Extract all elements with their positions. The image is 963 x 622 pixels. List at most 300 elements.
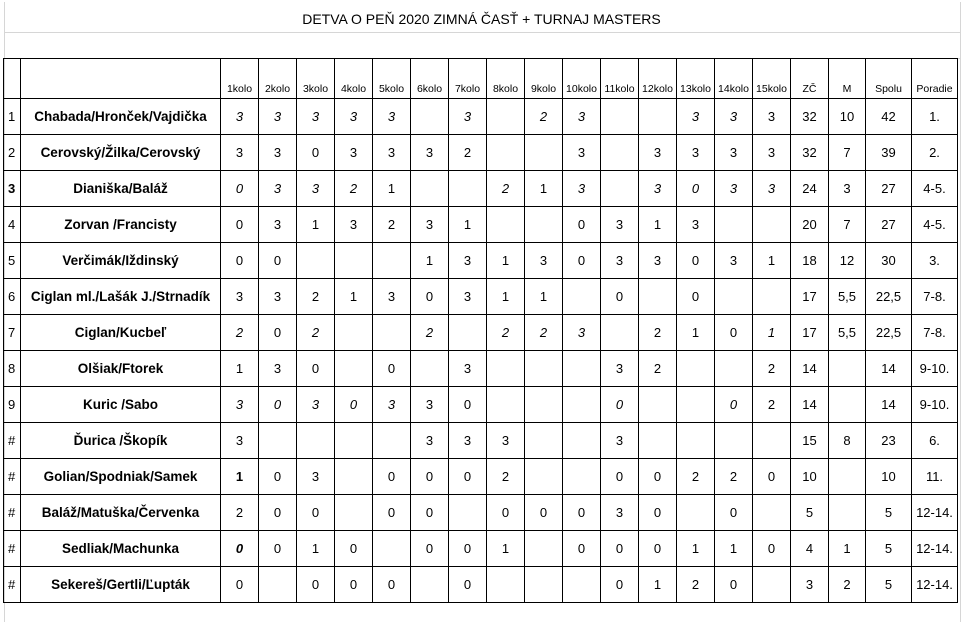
total-points-cell[interactable]: 30 [866, 243, 912, 279]
column-header[interactable]: M [829, 59, 866, 99]
round-score-cell[interactable]: 3 [221, 387, 259, 423]
round-score-cell[interactable]: 3 [411, 207, 449, 243]
round-score-cell[interactable]: 0 [221, 171, 259, 207]
zc-total-cell[interactable]: 5 [791, 495, 829, 531]
round-score-cell[interactable]: 1 [373, 171, 411, 207]
round-score-cell[interactable] [563, 351, 601, 387]
total-points-cell[interactable]: 42 [866, 99, 912, 135]
total-points-cell[interactable]: 27 [866, 207, 912, 243]
round-score-cell[interactable] [601, 171, 639, 207]
round-score-cell[interactable] [563, 423, 601, 459]
round-score-cell[interactable] [601, 99, 639, 135]
round-score-cell[interactable] [373, 531, 411, 567]
round-score-cell[interactable]: 3 [563, 135, 601, 171]
round-score-cell[interactable]: 2 [411, 315, 449, 351]
round-score-cell[interactable]: 0 [715, 567, 753, 603]
round-score-cell[interactable]: 3 [449, 279, 487, 315]
round-score-cell[interactable]: 0 [753, 531, 791, 567]
masters-points-cell[interactable]: 5,5 [829, 315, 866, 351]
round-score-cell[interactable] [297, 423, 335, 459]
round-score-cell[interactable]: 0 [525, 495, 563, 531]
round-score-cell[interactable]: 1 [677, 315, 715, 351]
round-score-cell[interactable]: 2 [715, 459, 753, 495]
round-score-cell[interactable]: 0 [677, 171, 715, 207]
round-score-cell[interactable] [335, 351, 373, 387]
round-score-cell[interactable]: 0 [715, 495, 753, 531]
round-score-cell[interactable] [677, 495, 715, 531]
round-score-cell[interactable] [525, 459, 563, 495]
round-score-cell[interactable]: 3 [373, 279, 411, 315]
team-name-cell[interactable]: Ďurica /Škopík [21, 423, 221, 459]
round-score-cell[interactable]: 0 [449, 387, 487, 423]
round-score-cell[interactable]: 1 [525, 279, 563, 315]
round-score-cell[interactable]: 3 [221, 135, 259, 171]
round-score-cell[interactable]: 3 [715, 243, 753, 279]
round-score-cell[interactable]: 0 [297, 351, 335, 387]
row-index-cell[interactable]: 1 [4, 99, 21, 135]
rank-cell[interactable]: 12-14. [912, 567, 958, 603]
total-points-cell[interactable]: 27 [866, 171, 912, 207]
round-score-cell[interactable] [753, 495, 791, 531]
column-header[interactable]: Spolu [866, 59, 912, 99]
round-score-cell[interactable]: 2 [297, 315, 335, 351]
round-score-cell[interactable]: 2 [753, 387, 791, 423]
round-score-cell[interactable]: 2 [525, 315, 563, 351]
round-score-cell[interactable] [715, 423, 753, 459]
round-score-cell[interactable]: 3 [373, 99, 411, 135]
rank-cell[interactable]: 7-8. [912, 279, 958, 315]
total-points-cell[interactable]: 14 [866, 351, 912, 387]
masters-points-cell[interactable]: 10 [829, 99, 866, 135]
rank-cell[interactable]: 11. [912, 459, 958, 495]
round-score-cell[interactable] [487, 567, 525, 603]
round-score-cell[interactable] [373, 423, 411, 459]
round-score-cell[interactable]: 3 [449, 99, 487, 135]
round-score-cell[interactable]: 0 [563, 495, 601, 531]
zc-total-cell[interactable]: 3 [791, 567, 829, 603]
team-name-cell[interactable]: Dianiška/Baláž [21, 171, 221, 207]
masters-points-cell[interactable] [829, 459, 866, 495]
round-score-cell[interactable] [525, 423, 563, 459]
round-score-cell[interactable]: 2 [677, 567, 715, 603]
round-score-cell[interactable]: 0 [373, 567, 411, 603]
masters-points-cell[interactable]: 8 [829, 423, 866, 459]
round-score-cell[interactable]: 3 [601, 243, 639, 279]
round-score-cell[interactable]: 3 [335, 135, 373, 171]
round-score-cell[interactable]: 3 [601, 351, 639, 387]
round-score-cell[interactable]: 0 [753, 459, 791, 495]
masters-points-cell[interactable]: 7 [829, 135, 866, 171]
column-header[interactable]: 2kolo [259, 59, 297, 99]
round-score-cell[interactable]: 3 [259, 279, 297, 315]
round-score-cell[interactable]: 1 [639, 207, 677, 243]
column-header[interactable]: 14kolo [715, 59, 753, 99]
row-index-cell[interactable]: 8 [4, 351, 21, 387]
round-score-cell[interactable]: 3 [677, 135, 715, 171]
round-score-cell[interactable]: 3 [373, 387, 411, 423]
round-score-cell[interactable]: 3 [601, 495, 639, 531]
total-points-cell[interactable]: 5 [866, 531, 912, 567]
round-score-cell[interactable]: 2 [677, 459, 715, 495]
round-score-cell[interactable]: 0 [335, 531, 373, 567]
round-score-cell[interactable] [525, 387, 563, 423]
round-score-cell[interactable]: 3 [411, 135, 449, 171]
round-score-cell[interactable]: 1 [449, 207, 487, 243]
round-score-cell[interactable] [487, 351, 525, 387]
round-score-cell[interactable]: 3 [221, 279, 259, 315]
masters-points-cell[interactable] [829, 351, 866, 387]
zc-total-cell[interactable]: 24 [791, 171, 829, 207]
round-score-cell[interactable]: 0 [411, 459, 449, 495]
round-score-cell[interactable]: 1 [487, 531, 525, 567]
round-score-cell[interactable]: 0 [601, 387, 639, 423]
round-score-cell[interactable] [601, 135, 639, 171]
round-score-cell[interactable]: 3 [601, 423, 639, 459]
rank-cell[interactable]: 12-14. [912, 531, 958, 567]
round-score-cell[interactable]: 3 [639, 135, 677, 171]
round-score-cell[interactable]: 1 [753, 315, 791, 351]
round-score-cell[interactable] [715, 351, 753, 387]
round-score-cell[interactable] [715, 207, 753, 243]
rank-cell[interactable]: 3. [912, 243, 958, 279]
zc-total-cell[interactable]: 17 [791, 315, 829, 351]
row-index-cell[interactable]: 7 [4, 315, 21, 351]
round-score-cell[interactable]: 0 [297, 135, 335, 171]
round-score-cell[interactable]: 3 [563, 171, 601, 207]
masters-points-cell[interactable] [829, 495, 866, 531]
round-score-cell[interactable] [335, 459, 373, 495]
masters-points-cell[interactable]: 2 [829, 567, 866, 603]
round-score-cell[interactable] [639, 279, 677, 315]
round-score-cell[interactable]: 0 [639, 495, 677, 531]
team-name-cell[interactable]: Ciglan ml./Lašák J./Strnadík [21, 279, 221, 315]
round-score-cell[interactable] [753, 567, 791, 603]
total-points-cell[interactable]: 5 [866, 495, 912, 531]
round-score-cell[interactable] [487, 99, 525, 135]
round-score-cell[interactable]: 2 [753, 351, 791, 387]
round-score-cell[interactable]: 3 [639, 171, 677, 207]
round-score-cell[interactable]: 1 [677, 531, 715, 567]
round-score-cell[interactable]: 3 [259, 99, 297, 135]
round-score-cell[interactable]: 1 [715, 531, 753, 567]
row-index-cell[interactable]: 4 [4, 207, 21, 243]
zc-total-cell[interactable]: 4 [791, 531, 829, 567]
round-score-cell[interactable]: 3 [259, 135, 297, 171]
team-name-cell[interactable]: Kuric /Sabo [21, 387, 221, 423]
round-score-cell[interactable]: 3 [753, 135, 791, 171]
column-header[interactable]: 8kolo [487, 59, 525, 99]
team-name-cell[interactable]: Verčimák/Iždinský [21, 243, 221, 279]
round-score-cell[interactable]: 1 [221, 459, 259, 495]
total-points-cell[interactable]: 10 [866, 459, 912, 495]
rank-cell[interactable]: 6. [912, 423, 958, 459]
round-score-cell[interactable]: 0 [373, 351, 411, 387]
column-header[interactable]: 4kolo [335, 59, 373, 99]
round-score-cell[interactable] [335, 495, 373, 531]
round-score-cell[interactable]: 0 [221, 207, 259, 243]
masters-points-cell[interactable]: 7 [829, 207, 866, 243]
row-index-cell[interactable]: # [4, 459, 21, 495]
round-score-cell[interactable] [753, 207, 791, 243]
round-score-cell[interactable]: 0 [487, 495, 525, 531]
header-cell-blank[interactable] [4, 59, 21, 99]
round-score-cell[interactable] [449, 171, 487, 207]
round-score-cell[interactable]: 0 [601, 531, 639, 567]
masters-points-cell[interactable] [829, 387, 866, 423]
column-header[interactable]: 12kolo [639, 59, 677, 99]
zc-total-cell[interactable]: 10 [791, 459, 829, 495]
column-header[interactable]: 3kolo [297, 59, 335, 99]
round-score-cell[interactable]: 0 [677, 243, 715, 279]
round-score-cell[interactable]: 0 [601, 567, 639, 603]
row-index-cell[interactable]: 9 [4, 387, 21, 423]
round-score-cell[interactable]: 0 [715, 315, 753, 351]
round-score-cell[interactable] [487, 207, 525, 243]
round-score-cell[interactable]: 1 [221, 351, 259, 387]
round-score-cell[interactable]: 0 [335, 567, 373, 603]
round-score-cell[interactable]: 3 [487, 423, 525, 459]
round-score-cell[interactable]: 0 [259, 495, 297, 531]
column-header[interactable]: Poradie [912, 59, 958, 99]
row-index-cell[interactable]: 5 [4, 243, 21, 279]
total-points-cell[interactable]: 22,5 [866, 279, 912, 315]
column-header[interactable]: 5kolo [373, 59, 411, 99]
round-score-cell[interactable]: 0 [639, 531, 677, 567]
round-score-cell[interactable]: 3 [563, 315, 601, 351]
row-index-cell[interactable]: 6 [4, 279, 21, 315]
team-name-cell[interactable]: Golian/Spodniak/Samek [21, 459, 221, 495]
round-score-cell[interactable] [411, 99, 449, 135]
team-name-cell[interactable]: Ciglan/Kucbeľ [21, 315, 221, 351]
zc-total-cell[interactable]: 32 [791, 135, 829, 171]
round-score-cell[interactable]: 0 [563, 207, 601, 243]
column-header[interactable]: 1kolo [221, 59, 259, 99]
round-score-cell[interactable]: 2 [487, 315, 525, 351]
rank-cell[interactable]: 7-8. [912, 315, 958, 351]
round-score-cell[interactable]: 0 [259, 387, 297, 423]
round-score-cell[interactable] [411, 351, 449, 387]
round-score-cell[interactable]: 3 [221, 423, 259, 459]
masters-points-cell[interactable]: 1 [829, 531, 866, 567]
round-score-cell[interactable] [335, 315, 373, 351]
round-score-cell[interactable]: 3 [563, 99, 601, 135]
round-score-cell[interactable]: 3 [259, 171, 297, 207]
row-index-cell[interactable]: 3 [4, 171, 21, 207]
round-score-cell[interactable]: 0 [259, 243, 297, 279]
rank-cell[interactable]: 9-10. [912, 387, 958, 423]
round-score-cell[interactable]: 2 [221, 315, 259, 351]
round-score-cell[interactable]: 3 [753, 171, 791, 207]
total-points-cell[interactable]: 14 [866, 387, 912, 423]
round-score-cell[interactable]: 0 [297, 495, 335, 531]
round-score-cell[interactable]: 2 [639, 351, 677, 387]
team-name-cell[interactable]: Sedliak/Machunka [21, 531, 221, 567]
round-score-cell[interactable] [677, 423, 715, 459]
round-score-cell[interactable]: 3 [449, 351, 487, 387]
round-score-cell[interactable]: 0 [563, 531, 601, 567]
zc-total-cell[interactable]: 18 [791, 243, 829, 279]
round-score-cell[interactable]: 2 [487, 459, 525, 495]
round-score-cell[interactable] [487, 135, 525, 171]
round-score-cell[interactable]: 0 [639, 459, 677, 495]
round-score-cell[interactable]: 1 [639, 567, 677, 603]
round-score-cell[interactable]: 3 [259, 351, 297, 387]
rank-cell[interactable]: 4-5. [912, 207, 958, 243]
round-score-cell[interactable] [335, 423, 373, 459]
round-score-cell[interactable] [449, 495, 487, 531]
round-score-cell[interactable]: 0 [259, 315, 297, 351]
round-score-cell[interactable] [753, 423, 791, 459]
round-score-cell[interactable] [601, 315, 639, 351]
column-header[interactable]: 13kolo [677, 59, 715, 99]
round-score-cell[interactable]: 1 [753, 243, 791, 279]
masters-points-cell[interactable]: 12 [829, 243, 866, 279]
round-score-cell[interactable]: 3 [373, 135, 411, 171]
round-score-cell[interactable] [525, 207, 563, 243]
column-header[interactable]: ZČ [791, 59, 829, 99]
round-score-cell[interactable]: 2 [487, 171, 525, 207]
round-score-cell[interactable]: 0 [449, 531, 487, 567]
round-score-cell[interactable]: 0 [563, 243, 601, 279]
round-score-cell[interactable] [563, 279, 601, 315]
round-score-cell[interactable] [525, 531, 563, 567]
total-points-cell[interactable]: 22,5 [866, 315, 912, 351]
round-score-cell[interactable]: 3 [259, 207, 297, 243]
round-score-cell[interactable]: 0 [411, 279, 449, 315]
zc-total-cell[interactable]: 14 [791, 351, 829, 387]
round-score-cell[interactable] [373, 243, 411, 279]
round-score-cell[interactable]: 0 [259, 531, 297, 567]
round-score-cell[interactable] [411, 171, 449, 207]
round-score-cell[interactable]: 2 [373, 207, 411, 243]
round-score-cell[interactable] [259, 567, 297, 603]
round-score-cell[interactable] [411, 567, 449, 603]
round-score-cell[interactable]: 0 [449, 459, 487, 495]
column-header[interactable]: 9kolo [525, 59, 563, 99]
column-header[interactable]: 6kolo [411, 59, 449, 99]
round-score-cell[interactable] [563, 387, 601, 423]
round-score-cell[interactable]: 2 [335, 171, 373, 207]
round-score-cell[interactable] [715, 279, 753, 315]
round-score-cell[interactable]: 3 [411, 423, 449, 459]
round-score-cell[interactable]: 3 [601, 207, 639, 243]
zc-total-cell[interactable]: 20 [791, 207, 829, 243]
round-score-cell[interactable]: 3 [335, 207, 373, 243]
row-index-cell[interactable]: 2 [4, 135, 21, 171]
zc-total-cell[interactable]: 14 [791, 387, 829, 423]
team-name-cell[interactable]: Zorvan /Francisty [21, 207, 221, 243]
header-cell-blank[interactable] [21, 59, 221, 99]
round-score-cell[interactable]: 2 [449, 135, 487, 171]
round-score-cell[interactable] [639, 99, 677, 135]
zc-total-cell[interactable]: 17 [791, 279, 829, 315]
row-index-cell[interactable]: # [4, 495, 21, 531]
rank-cell[interactable]: 9-10. [912, 351, 958, 387]
round-score-cell[interactable] [563, 459, 601, 495]
round-score-cell[interactable]: 0 [221, 243, 259, 279]
rank-cell[interactable]: 1. [912, 99, 958, 135]
round-score-cell[interactable]: 0 [601, 459, 639, 495]
masters-points-cell[interactable]: 5,5 [829, 279, 866, 315]
round-score-cell[interactable]: 0 [259, 459, 297, 495]
round-score-cell[interactable]: 3 [449, 243, 487, 279]
round-score-cell[interactable]: 3 [677, 207, 715, 243]
round-score-cell[interactable] [335, 243, 373, 279]
rank-cell[interactable]: 12-14. [912, 495, 958, 531]
round-score-cell[interactable]: 3 [221, 99, 259, 135]
round-score-cell[interactable]: 3 [753, 99, 791, 135]
round-score-cell[interactable]: 0 [411, 495, 449, 531]
round-score-cell[interactable]: 2 [297, 279, 335, 315]
round-score-cell[interactable]: 3 [297, 459, 335, 495]
round-score-cell[interactable] [563, 567, 601, 603]
round-score-cell[interactable] [525, 567, 563, 603]
round-score-cell[interactable] [525, 135, 563, 171]
masters-points-cell[interactable]: 3 [829, 171, 866, 207]
round-score-cell[interactable]: 1 [487, 243, 525, 279]
team-name-cell[interactable]: Sekereš/Gertli/Ľupták [21, 567, 221, 603]
rank-cell[interactable]: 4-5. [912, 171, 958, 207]
round-score-cell[interactable]: 0 [335, 387, 373, 423]
round-score-cell[interactable]: 2 [525, 99, 563, 135]
round-score-cell[interactable]: 3 [715, 171, 753, 207]
row-index-cell[interactable]: # [4, 423, 21, 459]
round-score-cell[interactable]: 2 [639, 315, 677, 351]
round-score-cell[interactable]: 0 [449, 567, 487, 603]
team-name-cell[interactable]: Olšiak/Ftorek [21, 351, 221, 387]
row-index-cell[interactable]: # [4, 531, 21, 567]
round-score-cell[interactable]: 0 [677, 279, 715, 315]
round-score-cell[interactable]: 3 [677, 99, 715, 135]
round-score-cell[interactable]: 1 [487, 279, 525, 315]
round-score-cell[interactable]: 0 [601, 279, 639, 315]
round-score-cell[interactable]: 3 [411, 387, 449, 423]
round-score-cell[interactable]: 0 [373, 495, 411, 531]
round-score-cell[interactable] [639, 387, 677, 423]
round-score-cell[interactable] [677, 351, 715, 387]
zc-total-cell[interactable]: 15 [791, 423, 829, 459]
team-name-cell[interactable]: Cerovský/Žilka/Cerovský [21, 135, 221, 171]
round-score-cell[interactable]: 0 [221, 567, 259, 603]
round-score-cell[interactable] [373, 315, 411, 351]
team-name-cell[interactable]: Chabada/Hronček/Vajdička [21, 99, 221, 135]
round-score-cell[interactable]: 3 [525, 243, 563, 279]
round-score-cell[interactable]: 3 [639, 243, 677, 279]
row-index-cell[interactable]: # [4, 567, 21, 603]
round-score-cell[interactable]: 0 [297, 567, 335, 603]
round-score-cell[interactable]: 0 [411, 531, 449, 567]
round-score-cell[interactable]: 1 [297, 531, 335, 567]
round-score-cell[interactable]: 1 [335, 279, 373, 315]
round-score-cell[interactable]: 3 [297, 387, 335, 423]
total-points-cell[interactable]: 23 [866, 423, 912, 459]
round-score-cell[interactable] [449, 315, 487, 351]
column-header[interactable]: 15kolo [753, 59, 791, 99]
column-header[interactable]: 7kolo [449, 59, 487, 99]
round-score-cell[interactable]: 1 [525, 171, 563, 207]
zc-total-cell[interactable]: 32 [791, 99, 829, 135]
column-header[interactable]: 11kolo [601, 59, 639, 99]
team-name-cell[interactable]: Baláž/Matuška/Červenka [21, 495, 221, 531]
round-score-cell[interactable]: 3 [449, 423, 487, 459]
round-score-cell[interactable]: 2 [221, 495, 259, 531]
round-score-cell[interactable]: 1 [297, 207, 335, 243]
round-score-cell[interactable]: 0 [373, 459, 411, 495]
round-score-cell[interactable]: 3 [715, 99, 753, 135]
total-points-cell[interactable]: 5 [866, 567, 912, 603]
round-score-cell[interactable] [677, 387, 715, 423]
round-score-cell[interactable]: 3 [297, 99, 335, 135]
